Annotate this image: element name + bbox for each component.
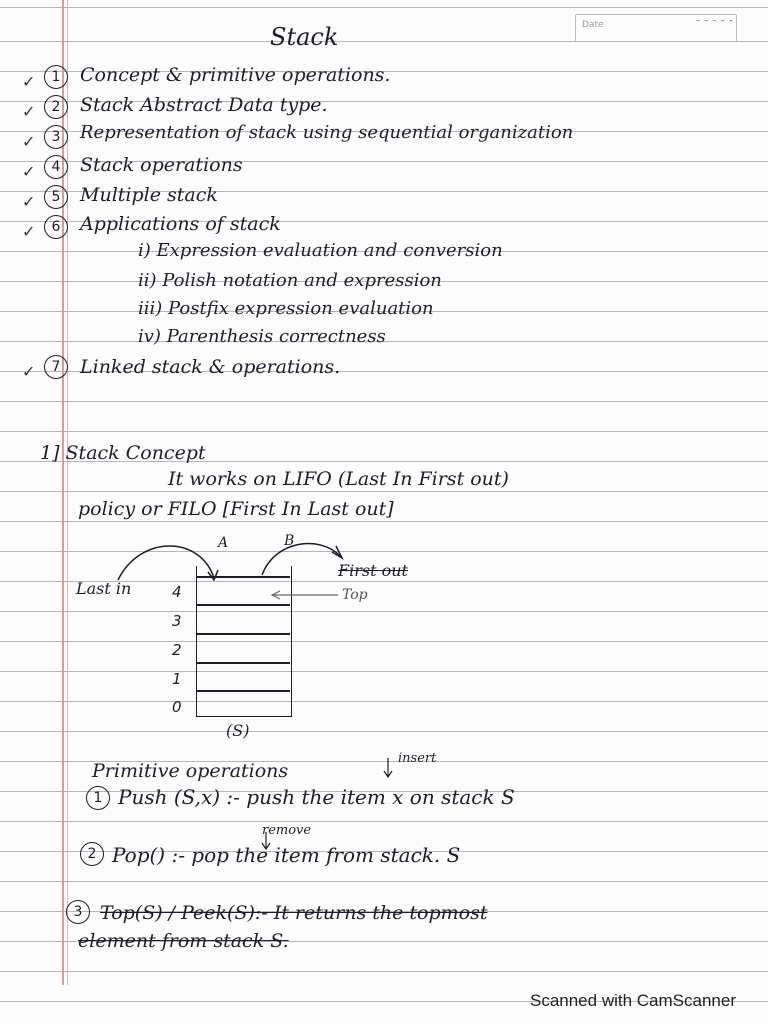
- toc-item: Stack Abstract Data type.: [80, 94, 328, 116]
- stack-index: 3: [172, 612, 182, 630]
- check-mark-icon: ✓: [22, 362, 36, 381]
- concept-line: policy or FILO [First In Last out]: [78, 498, 394, 520]
- check-mark-icon: ✓: [22, 162, 36, 181]
- toc-item: Concept & primitive operations.: [80, 64, 391, 86]
- toc-item: Applications of stack: [80, 213, 281, 235]
- last-in-label: Last in: [76, 579, 132, 598]
- first-out-label: First out: [338, 561, 408, 580]
- stack-index: 0: [172, 698, 182, 716]
- top-operation: Top(S) / Peek(S):- It returns the topmost: [100, 902, 488, 924]
- toc-item: Stack operations: [80, 154, 243, 176]
- op-number: 1: [86, 786, 110, 810]
- check-mark-icon: ✓: [22, 192, 36, 211]
- page-title: Stack: [270, 23, 339, 51]
- op-number: 3: [66, 900, 90, 924]
- section-heading: 1] Stack Concept: [40, 442, 206, 464]
- toc-item: Representation of stack using sequential organization: [80, 122, 574, 143]
- toc-number: 3: [44, 125, 68, 149]
- application-item: i) Expression evaluation and conversion: [138, 240, 503, 261]
- remove-note: remove: [262, 823, 312, 838]
- toc-item: Multiple stack: [80, 184, 218, 206]
- stack-index: 2: [172, 641, 182, 659]
- pop-operation: Pop() :- pop the item from stack. S: [112, 843, 461, 867]
- label-b: B: [284, 533, 295, 549]
- toc-number: 2: [44, 95, 68, 119]
- toc-number: 1: [44, 65, 68, 89]
- application-item: iv) Parenthesis correctness: [138, 326, 386, 347]
- date-box: Date - - - - -: [575, 14, 737, 42]
- stack-index: 1: [172, 670, 182, 688]
- stack-caption: (S): [226, 721, 250, 740]
- concept-line: It works on LIFO (Last In First out): [168, 468, 509, 490]
- insert-note: insert: [398, 751, 437, 766]
- application-item: iii) Postfix expression evaluation: [138, 298, 434, 319]
- top-label: Top: [342, 587, 368, 603]
- stack-index: 4: [172, 583, 182, 601]
- application-item: ii) Polish notation and expression: [138, 270, 442, 291]
- primitive-heading: Primitive operations: [92, 760, 289, 782]
- check-mark-icon: ✓: [22, 132, 36, 151]
- check-mark-icon: ✓: [22, 102, 36, 121]
- toc-number: 4: [44, 155, 68, 179]
- toc-number: 6: [44, 215, 68, 239]
- label-a: A: [218, 535, 229, 551]
- toc-item: Linked stack & operations.: [80, 356, 341, 378]
- scanner-watermark: Scanned with CamScanner: [529, 991, 736, 1010]
- check-mark-icon: ✓: [22, 222, 36, 241]
- op-number: 2: [80, 842, 104, 866]
- push-operation: Push (S,x) :- push the item x on stack S: [118, 785, 515, 809]
- toc-number: 5: [44, 185, 68, 209]
- date-label: Date: [582, 20, 604, 30]
- toc-number: 7: [44, 355, 68, 379]
- top-operation-cont: element from stack S.: [78, 930, 289, 952]
- check-mark-icon: ✓: [22, 72, 36, 91]
